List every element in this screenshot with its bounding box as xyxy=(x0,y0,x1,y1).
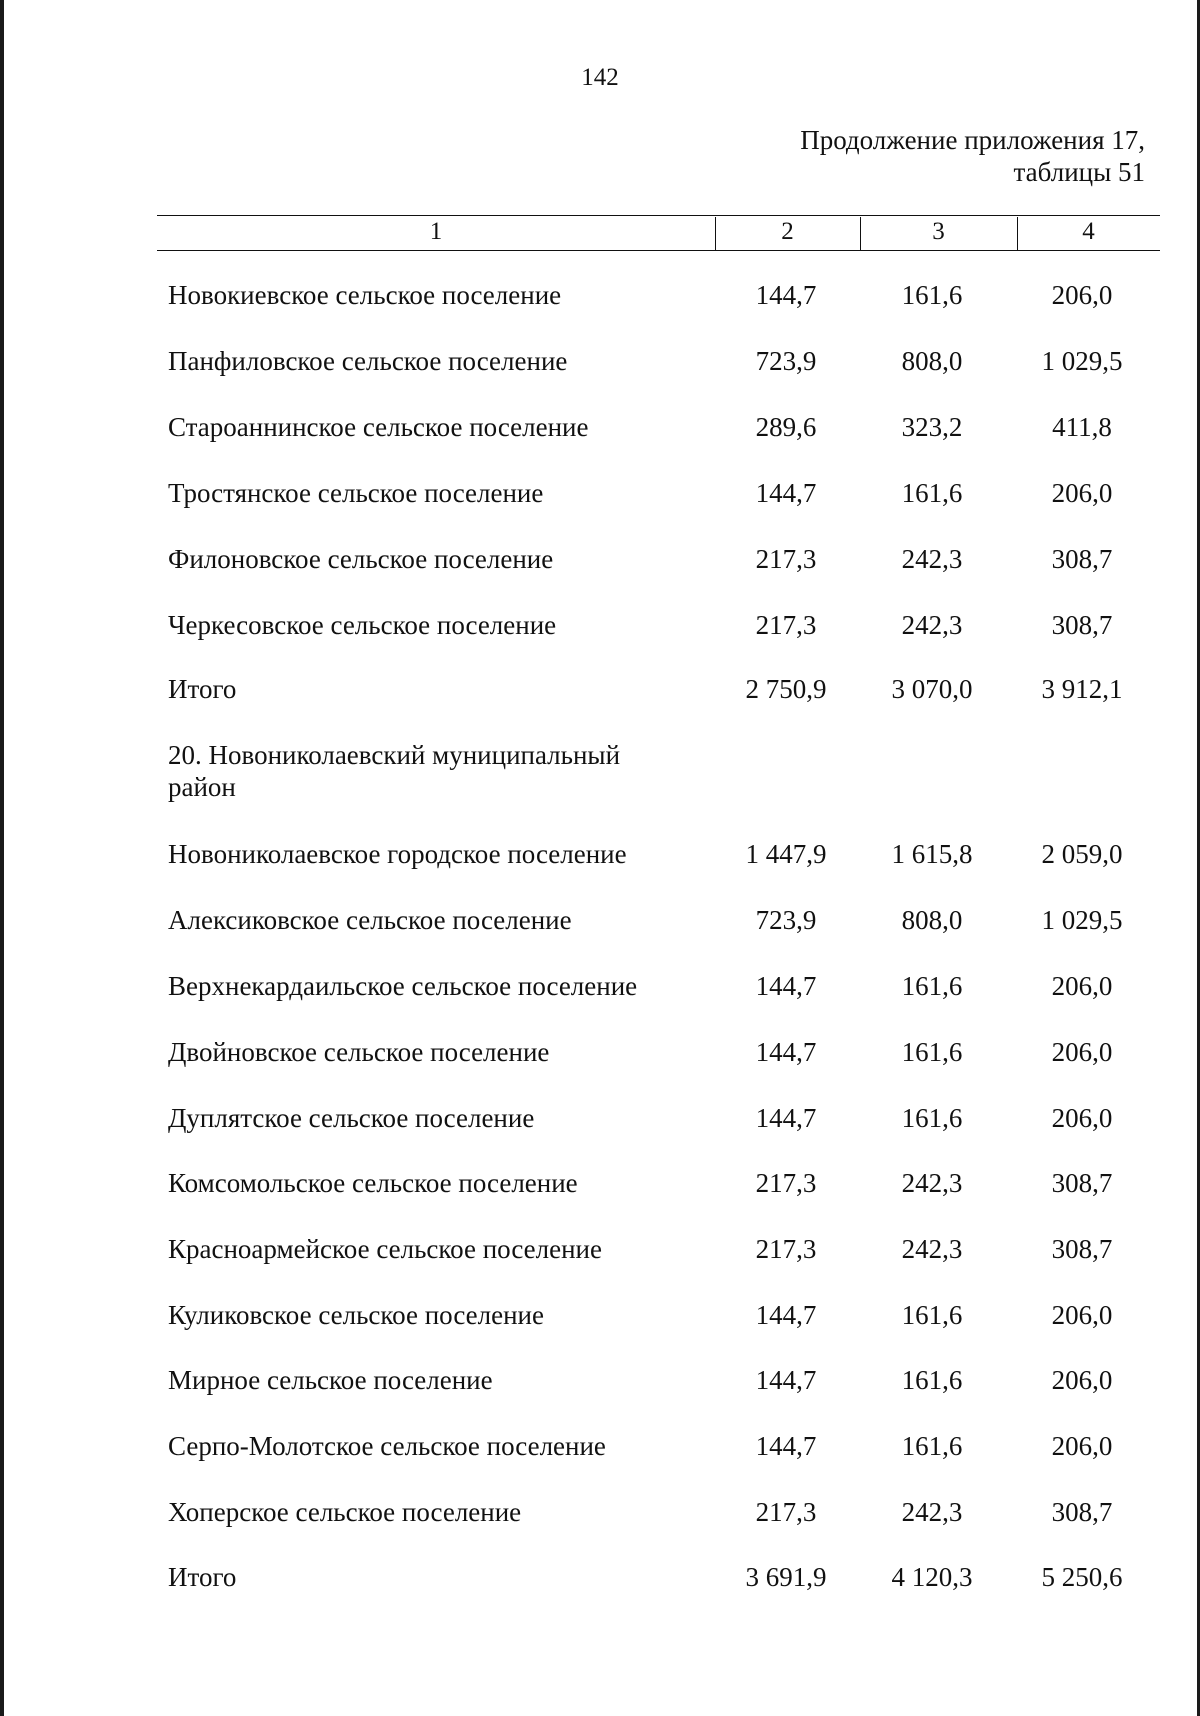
cell-col-3: 3 070,0 xyxy=(891,674,973,704)
cell-col-3: 242,3 xyxy=(901,1234,963,1264)
cell-col-2: 144,7 xyxy=(755,1037,817,1067)
subtotal-row xyxy=(0,673,1200,733)
caption-line-1: Продолжение приложения 17, xyxy=(800,125,1145,155)
cell-col-3: 323,2 xyxy=(901,412,963,442)
column-header-2: 2 xyxy=(781,218,794,245)
table-row xyxy=(0,279,1200,339)
cell-col-4: 206,0 xyxy=(1051,478,1113,508)
row-name: Верхнекардаильское сельское поселение xyxy=(168,971,638,1001)
row-name: Мирное сельское поселение xyxy=(168,1365,493,1395)
cell-col-2: 144,7 xyxy=(755,1103,817,1133)
cell-col-3: 161,6 xyxy=(901,478,963,508)
cell-col-3: 161,6 xyxy=(901,1103,963,1133)
cell-col-4: 206,0 xyxy=(1051,1431,1113,1461)
column-header-4: 4 xyxy=(1082,218,1095,245)
table-row xyxy=(0,609,1200,669)
cell-col-3: 4 120,3 xyxy=(891,1562,973,1592)
page-number: 142 xyxy=(581,64,619,91)
row-name: Комсомольское сельское поселение xyxy=(168,1168,578,1198)
cell-col-2: 217,3 xyxy=(755,1497,817,1527)
cell-col-3: 242,3 xyxy=(901,544,963,574)
row-name: Черкесовское сельское поселение xyxy=(168,610,557,640)
section-heading-line-1: 20. Новониколаевский муниципальный xyxy=(168,740,621,770)
cell-col-3: 808,0 xyxy=(901,346,963,376)
row-name: Серпо-Молотское сельское поселение xyxy=(168,1431,606,1461)
table-caption xyxy=(800,124,1145,188)
table-row xyxy=(0,1364,1200,1424)
cell-col-3: 1 615,8 xyxy=(891,839,973,869)
cell-col-3: 242,3 xyxy=(901,1168,963,1198)
cell-col-2: 144,7 xyxy=(755,478,817,508)
table-row xyxy=(0,1167,1200,1227)
cell-col-4: 411,8 xyxy=(1052,412,1112,442)
cell-col-2: 144,7 xyxy=(755,280,817,310)
table-row xyxy=(0,1496,1200,1556)
row-name: Панфиловское сельское поселение xyxy=(168,346,568,376)
cell-col-4: 308,7 xyxy=(1051,1168,1113,1198)
cell-col-4: 206,0 xyxy=(1051,280,1113,310)
row-name: Хоперское сельское поселение xyxy=(168,1497,522,1527)
row-name: Дуплятское сельское поселение xyxy=(168,1103,535,1133)
cell-col-4: 206,0 xyxy=(1051,971,1113,1001)
cell-col-4: 1 029,5 xyxy=(1041,346,1123,376)
table-row xyxy=(0,477,1200,537)
cell-col-2: 144,7 xyxy=(755,1431,817,1461)
table-row xyxy=(0,1036,1200,1096)
cell-col-3: 161,6 xyxy=(901,280,963,310)
cell-col-4: 206,0 xyxy=(1051,1365,1113,1395)
cell-col-2: 217,3 xyxy=(755,610,817,640)
row-name: Куликовское сельское поселение xyxy=(168,1300,544,1330)
table-row xyxy=(0,1299,1200,1359)
cell-col-3: 161,6 xyxy=(901,1431,963,1461)
row-name: Красноармейское сельское поселение xyxy=(168,1234,602,1264)
row-name: Двойновское сельское поселение xyxy=(168,1037,550,1067)
cell-col-3: 161,6 xyxy=(901,1037,963,1067)
section-heading-line-2: район xyxy=(168,772,236,802)
cell-col-4: 308,7 xyxy=(1051,1234,1113,1264)
table-row xyxy=(0,838,1200,898)
cell-col-2: 289,6 xyxy=(755,412,817,442)
cell-col-3: 242,3 xyxy=(901,610,963,640)
header-bottom-rule xyxy=(157,250,1160,251)
cell-col-4: 5 250,6 xyxy=(1041,1562,1123,1592)
cell-col-4: 308,7 xyxy=(1051,1497,1113,1527)
row-name: Новониколаевское городское поселение xyxy=(168,839,627,869)
cell-col-4: 2 059,0 xyxy=(1041,839,1123,869)
cell-col-2: 217,3 xyxy=(755,1234,817,1264)
section-heading-row xyxy=(0,739,1200,809)
cell-col-2: 144,7 xyxy=(755,1365,817,1395)
table-row xyxy=(0,1430,1200,1490)
row-name: Итого xyxy=(168,1562,237,1592)
subtotal-row xyxy=(0,1561,1200,1621)
table-row xyxy=(0,345,1200,405)
table-row xyxy=(0,543,1200,603)
row-name: Новокиевское сельское поселение xyxy=(168,280,562,310)
cell-col-2: 723,9 xyxy=(755,346,817,376)
header-top-rule xyxy=(157,215,1160,216)
table-row xyxy=(0,1102,1200,1162)
cell-col-2: 723,9 xyxy=(755,905,817,935)
cell-col-3: 242,3 xyxy=(901,1497,963,1527)
cell-col-2: 2 750,9 xyxy=(745,674,827,704)
row-name: Филоновское сельское поселение xyxy=(168,544,554,574)
cell-col-4: 308,7 xyxy=(1051,544,1113,574)
cell-col-3: 161,6 xyxy=(901,971,963,1001)
cell-col-4: 3 912,1 xyxy=(1041,674,1123,704)
column-header-1: 1 xyxy=(429,218,443,245)
table-row xyxy=(0,1233,1200,1293)
cell-col-4: 1 029,5 xyxy=(1041,905,1123,935)
cell-col-4: 308,7 xyxy=(1051,610,1113,640)
cell-col-4: 206,0 xyxy=(1051,1103,1113,1133)
cell-col-2: 217,3 xyxy=(755,544,817,574)
row-name: Староаннинское сельское поселение xyxy=(168,412,589,442)
table-row xyxy=(0,970,1200,1030)
row-name: Алексиковское сельское поселение xyxy=(168,905,572,935)
cell-col-2: 144,7 xyxy=(755,1300,817,1330)
cell-col-2: 144,7 xyxy=(755,971,817,1001)
cell-col-3: 161,6 xyxy=(901,1365,963,1395)
caption-line-2: таблицы 51 xyxy=(1013,157,1145,187)
cell-col-2: 217,3 xyxy=(755,1168,817,1198)
cell-col-3: 161,6 xyxy=(901,1300,963,1330)
table-row xyxy=(0,904,1200,964)
row-name: Тростянское сельское поселение xyxy=(168,478,544,508)
cell-col-4: 206,0 xyxy=(1051,1300,1113,1330)
cell-col-3: 808,0 xyxy=(901,905,963,935)
table-row xyxy=(0,411,1200,471)
cell-col-4: 206,0 xyxy=(1051,1037,1113,1067)
cell-col-2: 1 447,9 xyxy=(745,839,827,869)
cell-col-2: 3 691,9 xyxy=(745,1562,827,1592)
row-name: Итого xyxy=(168,674,237,704)
column-header-3: 3 xyxy=(932,218,945,245)
